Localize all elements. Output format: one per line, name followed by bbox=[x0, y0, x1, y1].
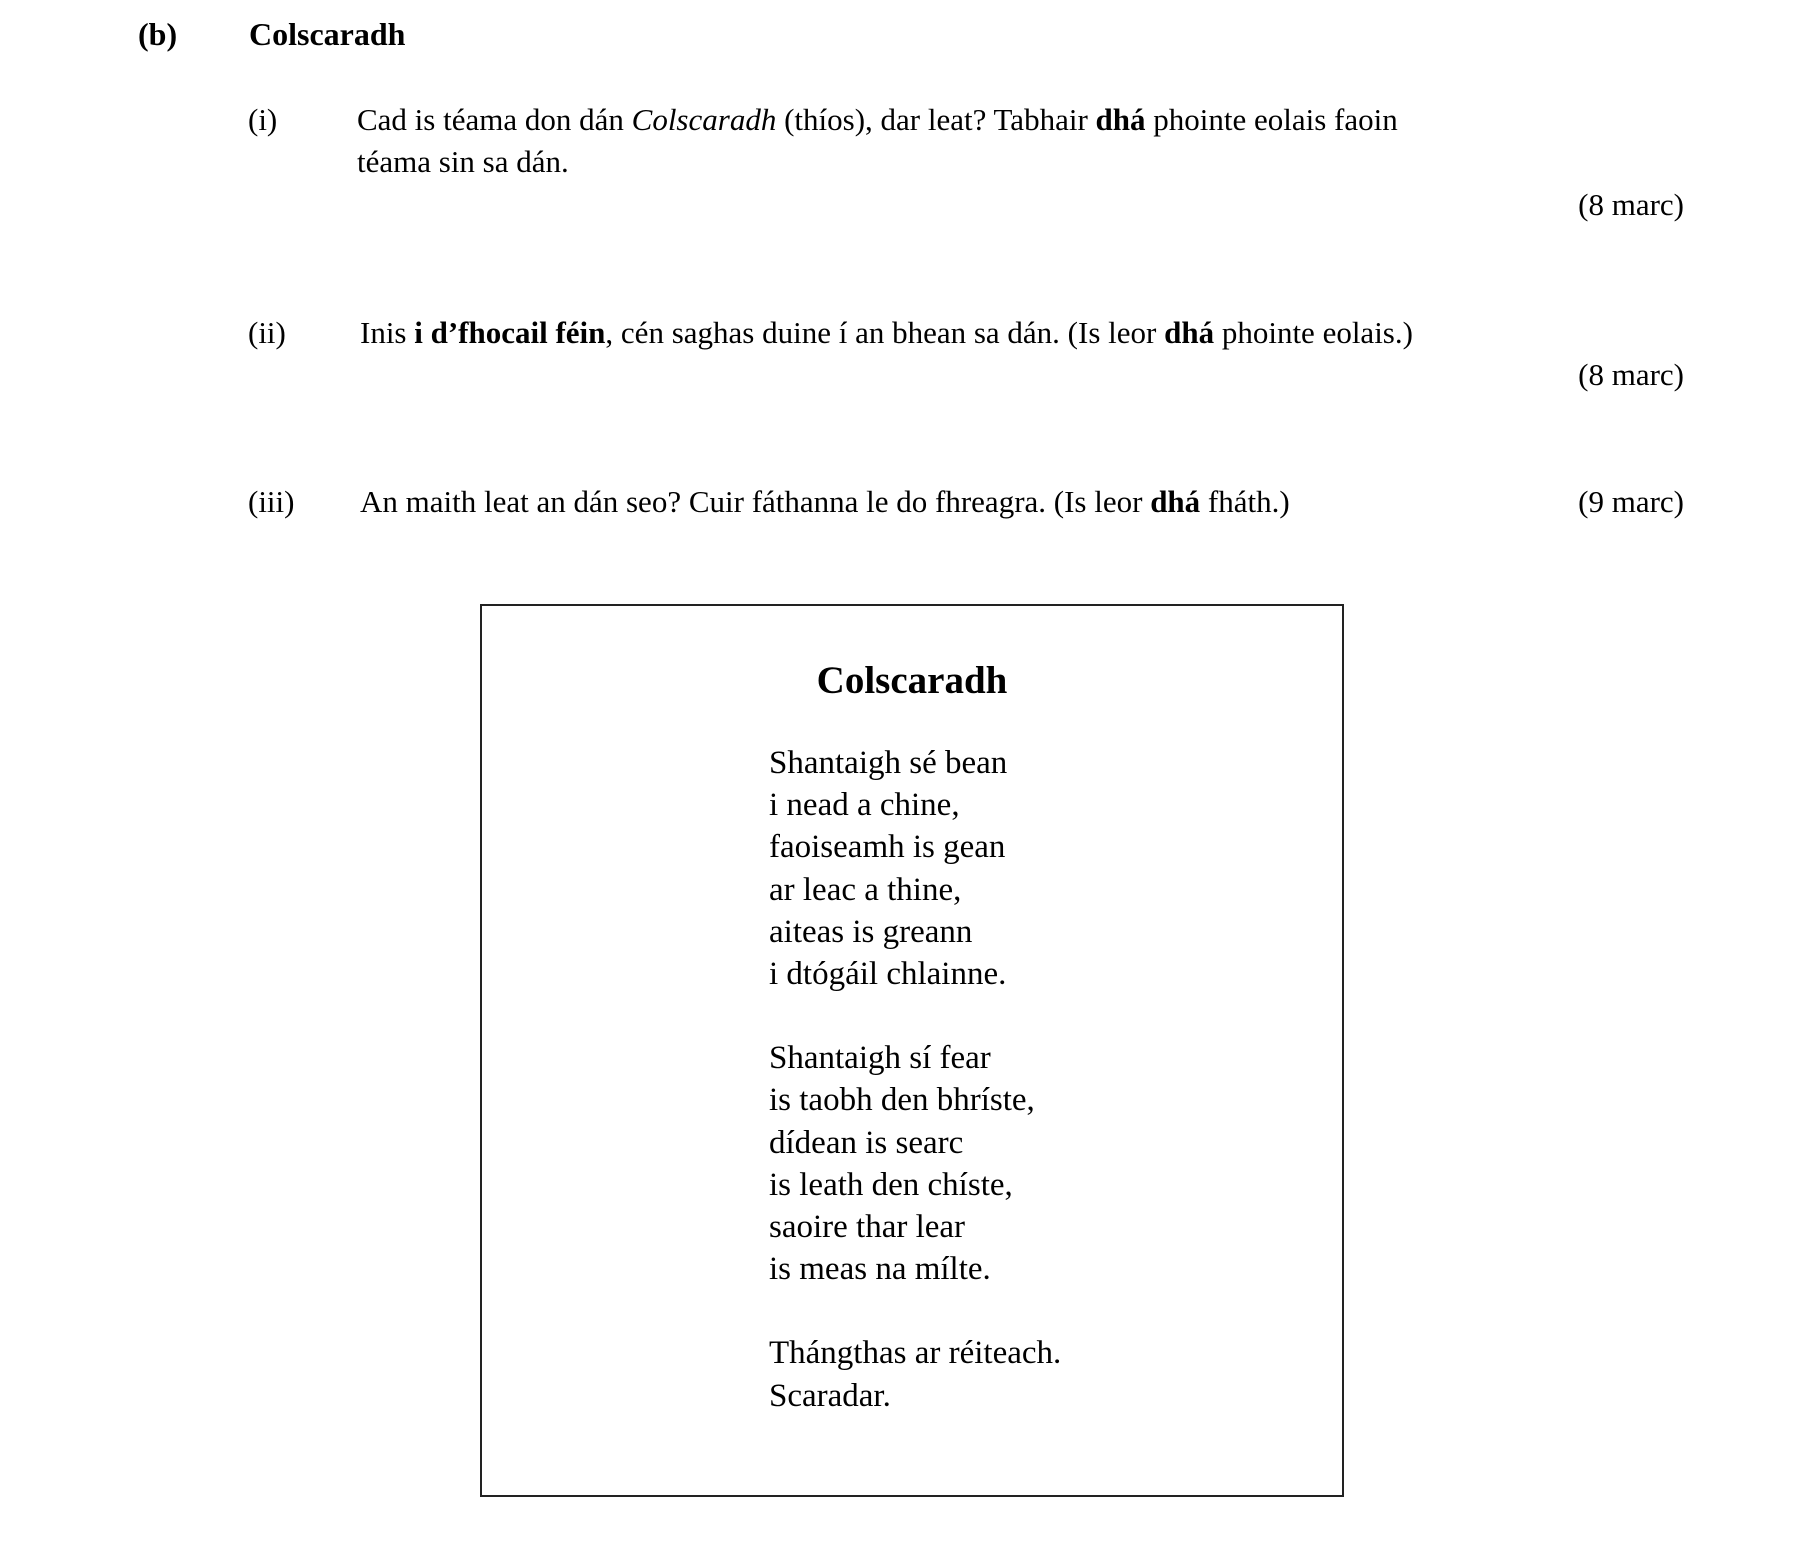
question-1-number: (i) bbox=[248, 102, 278, 137]
emphasis-dha: dhá bbox=[1164, 315, 1215, 350]
question-2-text bbox=[360, 315, 1413, 351]
poem-title-reference: Colscaradh bbox=[631, 102, 777, 137]
question-2-text-part: Inis bbox=[360, 315, 415, 350]
poem-line: is leath den chíste, bbox=[769, 1166, 1013, 1203]
question-3-text-part: An maith leat an dán seo? Cuir fáthanna le do fhreagra. (Is leor bbox=[360, 484, 1151, 519]
question-3-marks: (9 marc) bbox=[1578, 484, 1684, 519]
poem-line: Scaradar. bbox=[769, 1377, 891, 1414]
question-3-text-part: fháth.) bbox=[1200, 484, 1290, 519]
poem-title: Colscaradh bbox=[816, 659, 1008, 702]
poem-line: Shantaigh sé bean bbox=[769, 745, 1008, 781]
poem-line: Thángthas ar réiteach. bbox=[769, 1335, 1062, 1372]
poem-stanza-1 bbox=[769, 742, 1061, 995]
poem-line: saoire thar lear bbox=[769, 1209, 966, 1246]
section-title: Colscaradh bbox=[249, 16, 406, 52]
question-3-number: (iii) bbox=[248, 484, 295, 519]
question-2-marks: (8 marc) bbox=[1578, 357, 1684, 392]
question-2-number: (ii) bbox=[248, 315, 286, 350]
poem-line: is meas na mílte. bbox=[769, 1251, 991, 1288]
emphasis-dha: dhá bbox=[1150, 484, 1201, 519]
poem-line: i dtógáil chlainne. bbox=[769, 956, 1007, 993]
section-label: (b) bbox=[138, 16, 178, 52]
question-1-marks: (8 marc) bbox=[1578, 187, 1684, 222]
question-1-text-line2: téama sin sa dán. bbox=[357, 144, 569, 179]
poem-stanza-2 bbox=[769, 1037, 1061, 1290]
poem-body bbox=[769, 742, 1061, 1417]
poem-box bbox=[480, 604, 1344, 1497]
poem-line: is taobh den bhríste, bbox=[769, 1082, 1035, 1119]
question-1-text-part: (thíos), dar leat? Tabhair bbox=[776, 102, 1096, 137]
question-1-text-part: Cad is téama don dán bbox=[357, 102, 632, 137]
poem-line: aiteas is greann bbox=[769, 913, 973, 950]
question-2-text-part: phointe eolais.) bbox=[1214, 315, 1413, 350]
emphasis-dha: dhá bbox=[1095, 102, 1146, 137]
question-2-text-part: , cén saghas duine í an bhean sa dán. (Is leor bbox=[605, 315, 1165, 350]
question-3-text bbox=[360, 484, 1290, 520]
poem-stanza-3 bbox=[769, 1332, 1061, 1416]
emphasis-own-words: i d’fhocail féin bbox=[414, 315, 606, 350]
question-1-text bbox=[357, 102, 1398, 138]
poem-line: i nead a chine, bbox=[769, 787, 960, 824]
poem-line: Shantaigh sí fear bbox=[769, 1040, 991, 1077]
poem-line: ar leac a thine, bbox=[769, 871, 962, 908]
poem-line: faoiseamh is gean bbox=[769, 829, 1006, 866]
question-1-text-part: phointe eolais faoin bbox=[1145, 102, 1398, 137]
poem-line: dídean is searc bbox=[769, 1124, 964, 1161]
